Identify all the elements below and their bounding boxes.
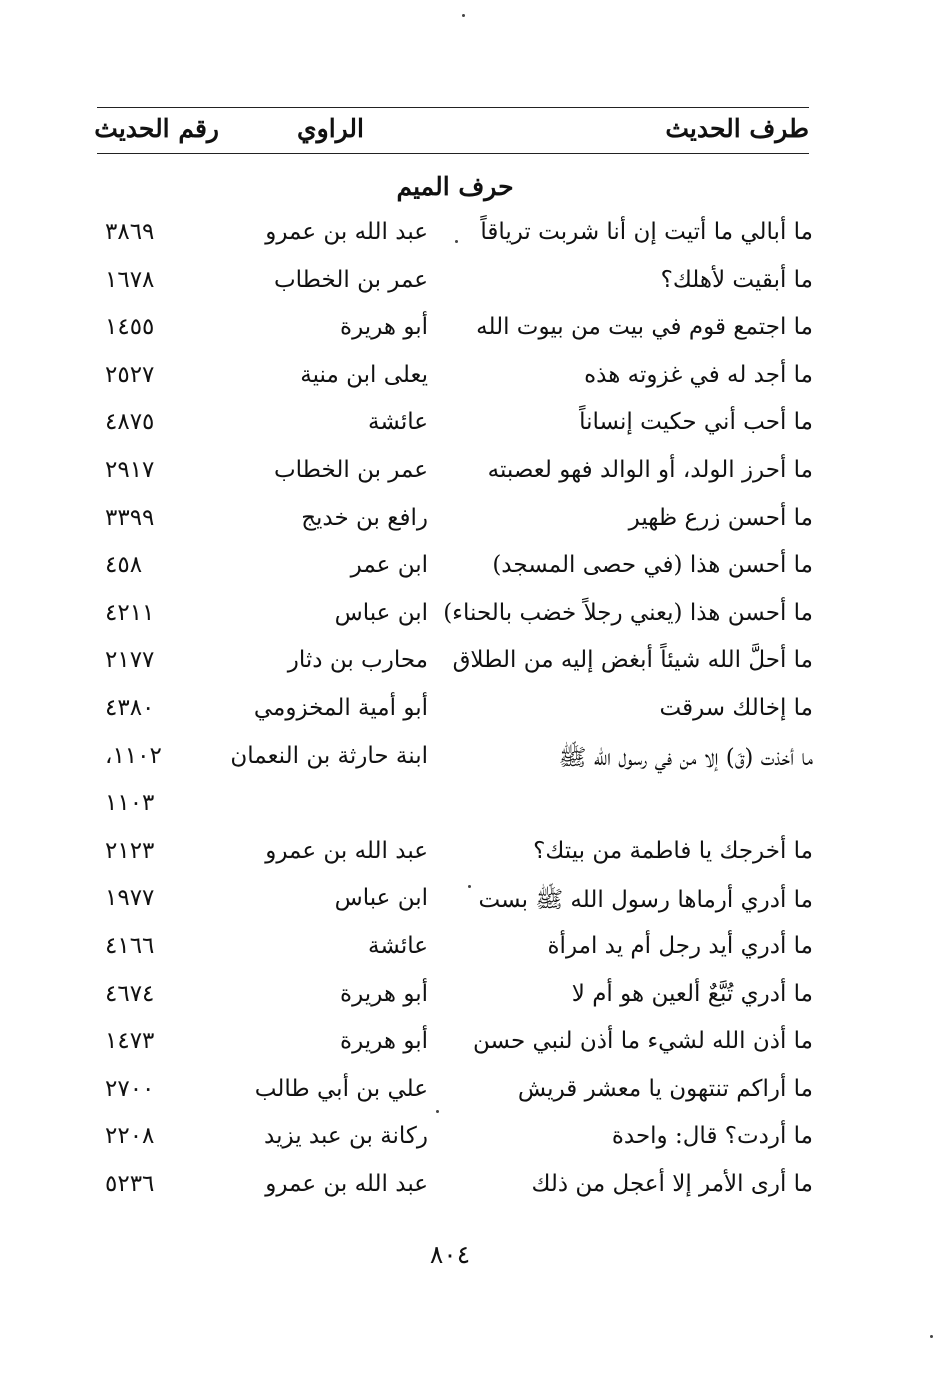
entry-incipit: ما أراكم تنتهون يا معشر قريش: [517, 1075, 813, 1102]
index-entry: [97, 308, 813, 356]
entry-narrator: ابن عباس: [334, 885, 428, 912]
entry-incipit: ما أذن الله لشيء ما أذن لنبي حسن: [472, 1028, 813, 1055]
index-entry: [97, 975, 813, 1023]
entry-number: ٢٩١٧: [105, 456, 155, 483]
entry-incipit: ما أحلَّ الله شيئاً أبغض إليه من الطلاق: [452, 647, 813, 674]
entry-incipit: ما أدري أيد رجل أم يد امرأة: [547, 932, 813, 959]
entry-narrator: عائشة: [368, 409, 428, 436]
index-entry: [97, 1165, 813, 1213]
entry-narrator: عائشة: [368, 932, 428, 959]
entry-narrator: عمر بن الخطاب: [273, 456, 428, 483]
page-number: ٨٠٤: [429, 1240, 471, 1269]
section-title: حرف الميم: [396, 172, 514, 201]
entry-incipit: ما أحسن هذا (يعني رجلاً خضب بالحناء): [443, 599, 813, 626]
entry-number: ٢٥٢٧: [105, 361, 155, 388]
header-top-rule: [97, 107, 809, 108]
entry-number: ١١٠٣: [105, 790, 155, 817]
index-entry: [97, 356, 813, 404]
scan-speck: [930, 1335, 933, 1338]
scan-speck: [468, 885, 471, 888]
index-entry: [97, 546, 813, 594]
entry-incipit: ما أبالي ما أتيت إن أنا شربت ترياقاً: [480, 219, 813, 245]
entry-incipit: ما أدري تُبَّعٌ ألعين هو أم لا: [571, 980, 813, 1007]
entry-incipit: ما أخذت (قَ) إلا من في رسول الله ﷺ: [558, 744, 813, 771]
entry-incipit: ما أردت؟ قال: واحدة: [611, 1123, 813, 1150]
entry-number: ٤٥٨: [105, 552, 143, 579]
entry-number: ٤١٦٦: [105, 932, 155, 959]
entry-number: ٢٧٠٠: [105, 1075, 155, 1102]
entry-narrator: أبو هريرة: [340, 1028, 428, 1055]
entry-narrator: ابن عباس: [334, 599, 428, 626]
index-entry: [97, 594, 813, 642]
hadith-index-list: [97, 213, 813, 1212]
entry-incipit: ما أحرز الولد، أو الوالد فهو لعصبته: [487, 456, 813, 483]
entry-narrator: عبد الله بن عمرو: [265, 1170, 428, 1197]
index-entry: [97, 879, 813, 927]
entry-number: ١٩٧٧: [105, 885, 155, 912]
entry-incipit: ما أبقيت لأهلك؟: [660, 266, 813, 293]
entry-number: ٣٨٦٩: [105, 219, 155, 245]
entry-narrator: أبو هريرة: [340, 314, 428, 341]
entry-narrator: ركانة بن عبد يزيد: [264, 1123, 428, 1150]
scan-speck: [462, 14, 465, 17]
index-entry: [97, 641, 813, 689]
index-entry: [97, 499, 813, 547]
index-entry-continuation: [97, 784, 813, 832]
entry-narrator: علي بن أبي طالب: [254, 1075, 428, 1102]
entry-number: ٣٣٩٩: [105, 504, 155, 531]
header-incipit-label: طرف الحديث: [665, 114, 809, 143]
header-narrator-label: الراوي: [297, 114, 364, 143]
entry-number: ٥٢٣٦: [105, 1170, 155, 1197]
index-entry: [97, 213, 813, 261]
scan-speck: [436, 1110, 439, 1113]
entry-narrator: ابنة حارثة بن النعمان: [230, 742, 428, 769]
entry-number: ١٤٧٣: [105, 1028, 155, 1055]
entry-narrator: أبو أمية المخزومي: [253, 694, 428, 721]
entry-narrator: عبد الله بن عمرو: [265, 837, 428, 864]
entry-incipit: ما أجد له في غزوته هذه: [584, 361, 813, 388]
entry-number: ٤٦٧٤: [105, 980, 155, 1007]
index-entry: [97, 737, 813, 785]
entry-incipit: ما أحسن زرع ظهير: [628, 504, 813, 531]
index-entry: [97, 1022, 813, 1070]
entry-number: ٤٢١١: [105, 599, 155, 626]
index-entry: [97, 261, 813, 309]
entry-narrator: ابن عمر: [350, 552, 428, 579]
entry-incipit: ما أحب أني حكيت إنساناً: [579, 409, 813, 436]
entry-narrator: محارب بن دثار: [287, 647, 428, 674]
index-entry: [97, 451, 813, 499]
index-entry: [97, 1070, 813, 1118]
table-header: [94, 112, 809, 150]
index-entry: [97, 832, 813, 880]
index-entry: [97, 1117, 813, 1165]
entry-number: ١٤٥٥: [105, 314, 155, 341]
entry-number: ٤٣٨٠: [105, 694, 155, 721]
entry-number: ١١٠٢،: [105, 742, 162, 769]
entry-incipit: ما أحسن هذا (في حصى المسجد): [492, 552, 813, 579]
entry-number: ١٦٧٨: [105, 266, 155, 293]
index-entry: [97, 927, 813, 975]
entry-incipit: ما أدري أرماها رسول الله ﷺ بست: [478, 887, 813, 914]
entry-incipit: ما إخالك سرقت: [659, 694, 813, 721]
entry-incipit: ما أرى الأمر إلا أعجل من ذلك: [531, 1170, 813, 1197]
entry-narrator: أبو هريرة: [340, 980, 428, 1007]
entry-number: ٢١٧٧: [105, 647, 155, 674]
entry-incipit: ما أخرجك يا فاطمة من بيتك؟: [533, 837, 813, 864]
entry-narrator: يعلى ابن منية: [300, 361, 428, 388]
entry-number: ٤٨٧٥: [105, 409, 155, 436]
entry-incipit: ما اجتمع قوم في بيت من بيوت الله: [476, 314, 813, 341]
index-entry: [97, 403, 813, 451]
entry-number: ٢٢٠٨: [105, 1123, 155, 1150]
index-entry: [97, 689, 813, 737]
entry-narrator: رافع بن خديج: [301, 504, 428, 531]
entry-narrator: عمر بن الخطاب: [273, 266, 428, 293]
entry-number: ٢١٢٣: [105, 837, 155, 864]
header-number-label: رقم الحديث: [94, 114, 219, 143]
entry-narrator: عبد الله بن عمرو: [265, 219, 428, 245]
header-bottom-rule: [97, 153, 809, 154]
scan-speck: [455, 240, 458, 243]
